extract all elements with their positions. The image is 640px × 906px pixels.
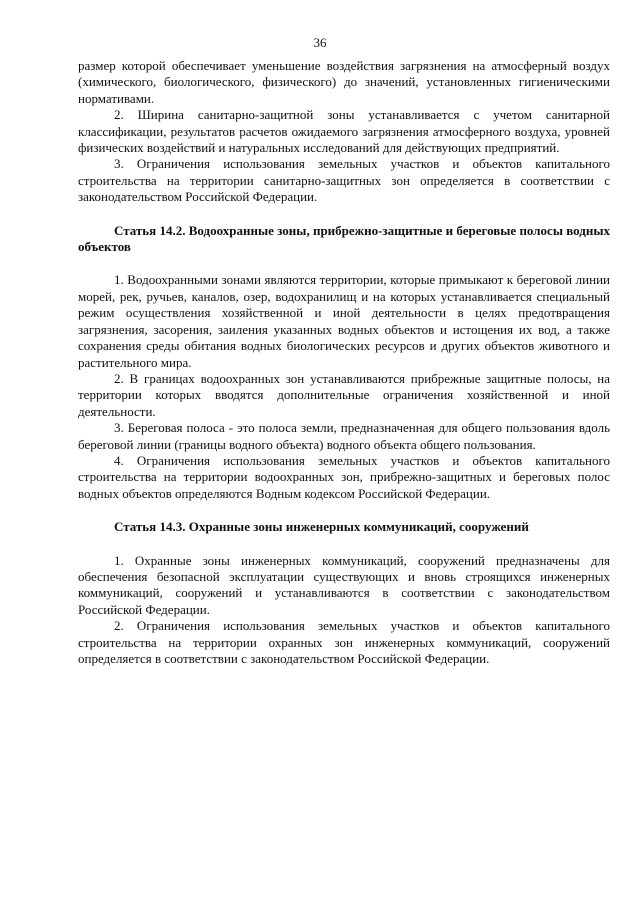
article-14-3-paragraph-2: 2. Ограничения использования земельных участков и объектов капитального строительства на территории охранных зон инженерных коммуникаций, сооружений определяется в соответствии с законодательством Российской Федерации. — [78, 618, 610, 666]
intro-paragraph-2: 2. Ширина санитарно-защитной зоны устанавливается с учетом санитарной классификации, результатов расчетов ожидаемого загрязнения атмосферного воздуха, уровней физических воздействий и натуральных исследований для действующих предприятий. — [78, 107, 610, 156]
intro-paragraph-3: 3. Ограничения использования земельных участков и объектов капитального строительства на территории санитарно-защитных зон определяется в соответствии с законодательством Российской Федерации. — [78, 156, 610, 205]
article-14-2-paragraph-3: 3. Береговая полоса - это полоса земли, предназначенная для общего пользования вдоль береговой линии (границы водного объекта) водного объекта общего пользования. — [78, 420, 610, 452]
page-content — [78, 58, 610, 667]
article-14-2-heading: Статья 14.2. Водоохранные зоны, прибрежно-защитные и береговые полосы водных объектов — [78, 222, 610, 255]
spacer — [78, 255, 610, 272]
article-14-3-paragraph-1: 1. Охранные зоны инженерных коммуникаций, сооружений предназначены для обеспечения безопасной эксплуатации существующих и вновь строящихся инженерных коммуникаций, сооружений и устанавливаются в соответствии с законодательством Российской Федерации. — [78, 552, 610, 617]
article-14-2-paragraph-2: 2. В границах водоохранных зон устанавливаются прибрежные защитные полосы, на территории которых вводятся дополнительные ограничения хозяйственной и иной деятельности. — [78, 370, 610, 419]
article-14-3-heading: Статья 14.3. Охранные зоны инженерных коммуникаций, сооружений — [114, 519, 529, 535]
page-number: 36 — [313, 35, 327, 50]
article-14-2-paragraph-4: 4. Ограничения использования земельных участков и объектов капитального строительства на территории водоохранных зон, прибрежно-защитных и береговых полос водных объектов определяются Водным кодексом Российской Федерации. — [78, 452, 610, 501]
article-14-2-paragraph-1: 1. Водоохранными зонами являются территории, которые примыкают к береговой линии морей, рек, ручьев, каналов, озер, водохранилищ и на которых устанавливается специальный режим осуществления хозяйственной и иной деятельности в целях предотвращения загрязнения, засорения, заиления указанных водных объектов и истощения их вод, а также сохранения среды обитания водных биологических ресурсов и других объектов животного и растительного мира. — [78, 272, 610, 370]
spacer — [78, 536, 610, 553]
spacer — [78, 502, 610, 519]
spacer — [78, 206, 610, 223]
intro-paragraph-continuation: размер которой обеспечивает уменьшение воздействия загрязнения на атмосферный воздух (химического, биологического, физического) до значений, установленных гигиеническими нормативами. — [78, 58, 610, 106]
